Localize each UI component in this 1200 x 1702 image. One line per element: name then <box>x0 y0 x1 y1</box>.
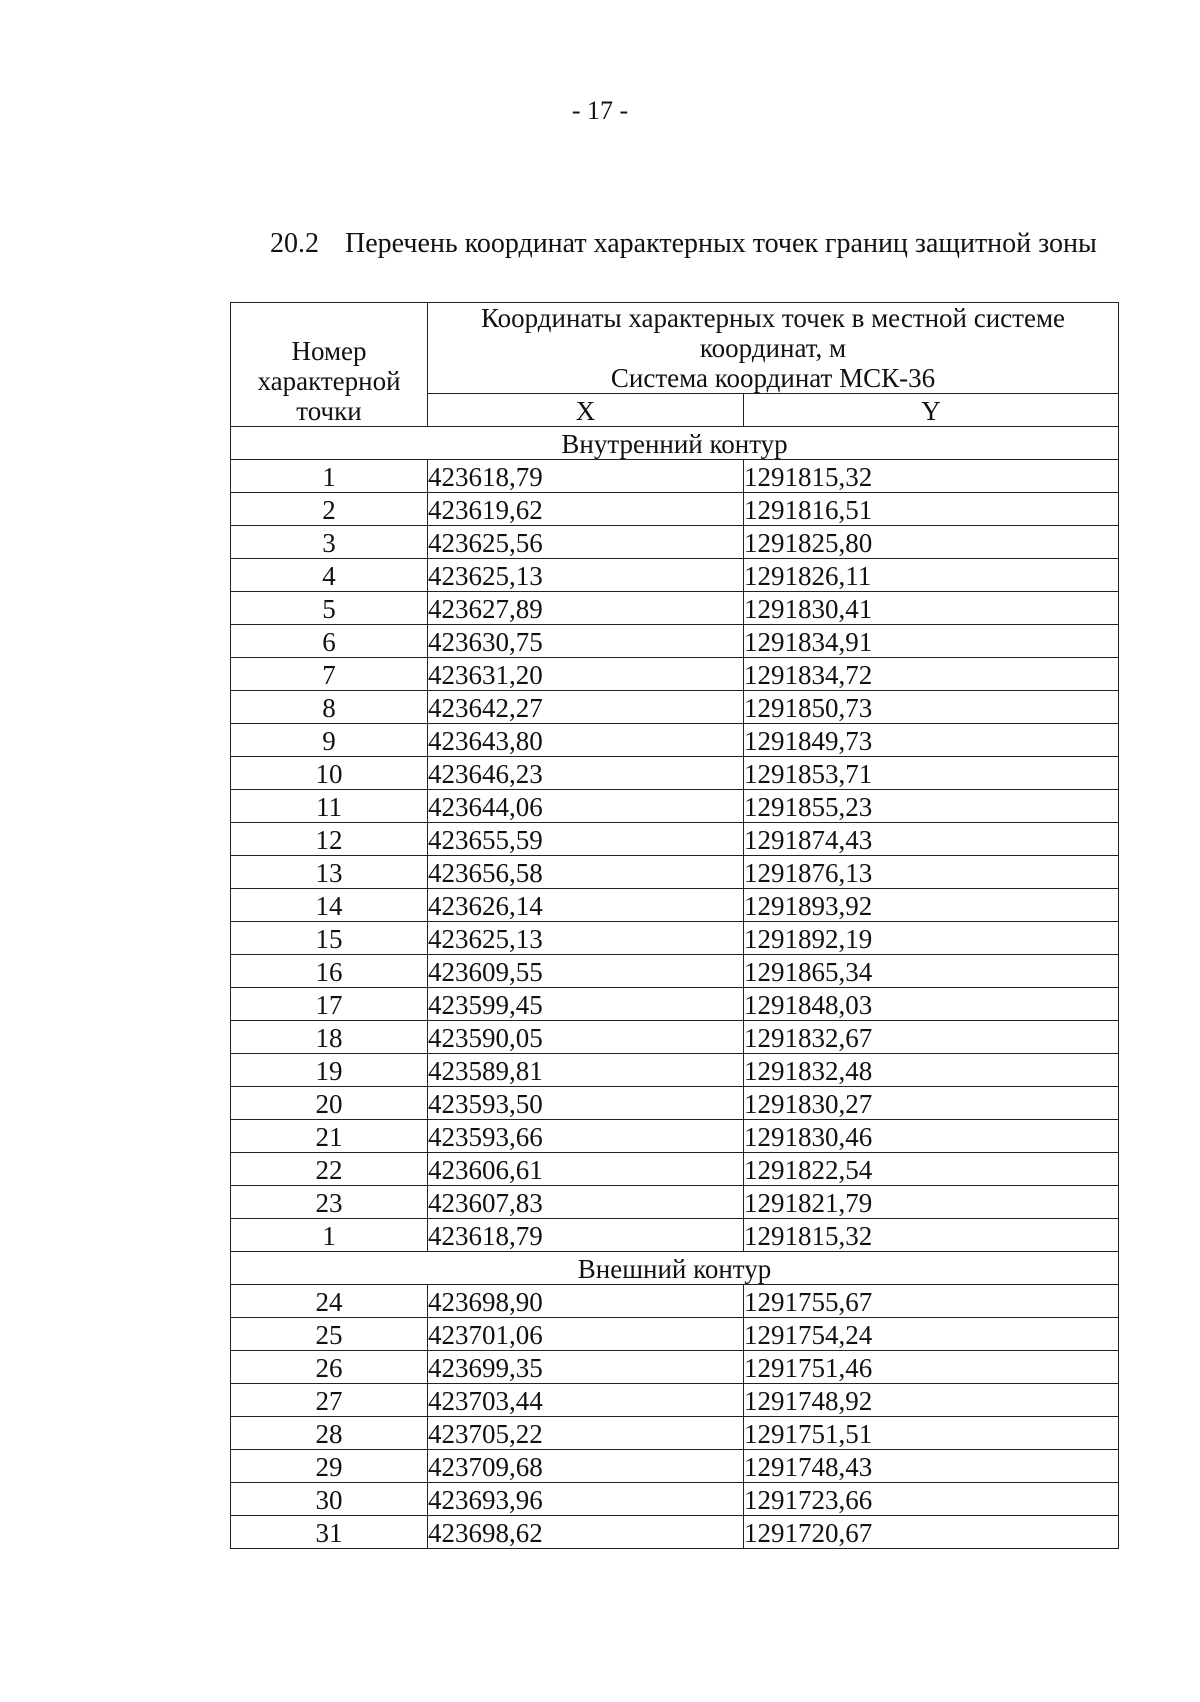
table-row <box>231 955 1119 988</box>
point-number-cell: 11 <box>231 790 428 823</box>
table-row <box>231 856 1119 889</box>
y-coordinate-cell: 1291720,67 <box>744 1516 1119 1549</box>
y-coordinate-cell: 1291748,92 <box>744 1384 1119 1417</box>
point-number-cell: 1 <box>231 1219 428 1252</box>
point-number-cell: 16 <box>231 955 428 988</box>
table-row <box>231 658 1119 691</box>
section-title-text: Перечень координат характерных точек границ защитной зоны <box>345 228 1097 259</box>
y-coordinate-cell: 1291893,92 <box>744 889 1119 922</box>
point-number-cell: 15 <box>231 922 428 955</box>
x-coordinate-cell: 423699,35 <box>428 1351 744 1384</box>
y-coordinate-cell: 1291815,32 <box>744 1219 1119 1252</box>
point-number-cell: 18 <box>231 1021 428 1054</box>
table-row <box>231 559 1119 592</box>
x-coordinate-cell: 423655,59 <box>428 823 744 856</box>
point-number-cell: 3 <box>231 526 428 559</box>
table-row <box>231 1318 1119 1351</box>
point-number-cell: 20 <box>231 1087 428 1120</box>
table-row <box>231 1120 1119 1153</box>
y-coordinate-cell: 1291751,51 <box>744 1417 1119 1450</box>
coordinates-table <box>230 302 1119 1549</box>
table-row <box>231 526 1119 559</box>
x-coordinate-cell: 423630,75 <box>428 625 744 658</box>
x-coordinate-cell: 423606,61 <box>428 1153 744 1186</box>
table-row <box>231 1516 1119 1549</box>
y-coordinate-cell: 1291865,34 <box>744 955 1119 988</box>
y-coordinate-cell: 1291830,46 <box>744 1120 1119 1153</box>
table-row <box>231 1054 1119 1087</box>
section-title <box>270 228 1097 260</box>
x-coordinate-cell: 423642,27 <box>428 691 744 724</box>
y-coordinate-cell: 1291834,72 <box>744 658 1119 691</box>
table-row <box>231 1417 1119 1450</box>
y-coordinate-cell: 1291850,73 <box>744 691 1119 724</box>
coordinates-header-line2: координат, м <box>699 333 847 363</box>
y-coordinate-cell: 1291825,80 <box>744 526 1119 559</box>
y-coordinate-cell: 1291832,67 <box>744 1021 1119 1054</box>
table-row <box>231 790 1119 823</box>
point-number-cell: 12 <box>231 823 428 856</box>
point-number-cell: 19 <box>231 1054 428 1087</box>
outer-contour-row <box>231 1252 1119 1285</box>
point-number-cell: 8 <box>231 691 428 724</box>
table-row <box>231 691 1119 724</box>
x-coordinate-cell: 423656,58 <box>428 856 744 889</box>
point-number-cell: 24 <box>231 1285 428 1318</box>
x-coordinate-cell: 423709,68 <box>428 1450 744 1483</box>
x-coordinate-cell: 423644,06 <box>428 790 744 823</box>
x-coordinate-cell: 423693,96 <box>428 1483 744 1516</box>
table-row <box>231 1219 1119 1252</box>
y-coordinate-cell: 1291853,71 <box>744 757 1119 790</box>
y-coordinate-cell: 1291874,43 <box>744 823 1119 856</box>
x-coordinate-cell: 423705,22 <box>428 1417 744 1450</box>
table-row <box>231 1384 1119 1417</box>
point-number-cell: 6 <box>231 625 428 658</box>
x-axis-header: X <box>428 394 744 427</box>
point-number-cell: 17 <box>231 988 428 1021</box>
y-axis-header: Y <box>744 394 1119 427</box>
x-coordinate-cell: 423627,89 <box>428 592 744 625</box>
page-number: - 17 - <box>571 96 629 125</box>
table-row <box>231 823 1119 856</box>
y-coordinate-cell: 1291832,48 <box>744 1054 1119 1087</box>
x-coordinate-cell: 423625,13 <box>428 559 744 592</box>
x-coordinate-cell: 423590,05 <box>428 1021 744 1054</box>
inner-contour-label: Внутренний контур <box>231 427 1119 460</box>
x-coordinate-cell: 423701,06 <box>428 1318 744 1351</box>
y-coordinate-cell: 1291755,67 <box>744 1285 1119 1318</box>
y-coordinate-cell: 1291826,11 <box>744 559 1119 592</box>
point-number-header <box>231 303 428 427</box>
point-number-cell: 10 <box>231 757 428 790</box>
point-number-cell: 29 <box>231 1450 428 1483</box>
table-row <box>231 757 1119 790</box>
table-row <box>231 1483 1119 1516</box>
y-coordinate-cell: 1291748,43 <box>744 1450 1119 1483</box>
table-row <box>231 625 1119 658</box>
outer-contour-label: Внешний контур <box>231 1252 1119 1285</box>
point-number-cell: 28 <box>231 1417 428 1450</box>
y-coordinate-cell: 1291855,23 <box>744 790 1119 823</box>
point-number-cell: 22 <box>231 1153 428 1186</box>
x-coordinate-cell: 423609,55 <box>428 955 744 988</box>
table-header-row <box>231 303 1119 394</box>
y-coordinate-cell: 1291751,46 <box>744 1351 1119 1384</box>
x-coordinate-cell: 423618,79 <box>428 1219 744 1252</box>
x-coordinate-cell: 423619,62 <box>428 493 744 526</box>
y-coordinate-cell: 1291821,79 <box>744 1186 1119 1219</box>
table-row <box>231 1450 1119 1483</box>
point-number-cell: 5 <box>231 592 428 625</box>
table-row <box>231 1021 1119 1054</box>
table-row <box>231 922 1119 955</box>
y-coordinate-cell: 1291848,03 <box>744 988 1119 1021</box>
y-coordinate-cell: 1291830,41 <box>744 592 1119 625</box>
y-coordinate-cell: 1291816,51 <box>744 493 1119 526</box>
x-coordinate-cell: 423643,80 <box>428 724 744 757</box>
y-coordinate-cell: 1291723,66 <box>744 1483 1119 1516</box>
point-number-cell: 2 <box>231 493 428 526</box>
point-number-header-line2: характерной <box>257 366 401 396</box>
coordinates-header-line1: Координаты характерных точек в местной системе <box>480 303 1066 333</box>
y-coordinate-cell: 1291834,91 <box>744 625 1119 658</box>
table-row <box>231 460 1119 493</box>
point-number-cell: 30 <box>231 1483 428 1516</box>
table-row <box>231 493 1119 526</box>
x-coordinate-cell: 423646,23 <box>428 757 744 790</box>
table-row <box>231 1087 1119 1120</box>
point-number-cell: 13 <box>231 856 428 889</box>
x-coordinate-cell: 423607,83 <box>428 1186 744 1219</box>
x-coordinate-cell: 423698,62 <box>428 1516 744 1549</box>
y-coordinate-cell: 1291822,54 <box>744 1153 1119 1186</box>
x-coordinate-cell: 423625,13 <box>428 922 744 955</box>
y-coordinate-cell: 1291876,13 <box>744 856 1119 889</box>
point-number-cell: 23 <box>231 1186 428 1219</box>
y-coordinate-cell: 1291892,19 <box>744 922 1119 955</box>
coordinates-header-line3: Система координат МСК-36 <box>610 363 936 393</box>
point-number-cell: 1 <box>231 460 428 493</box>
point-number-cell: 25 <box>231 1318 428 1351</box>
table-row <box>231 1186 1119 1219</box>
x-coordinate-cell: 423703,44 <box>428 1384 744 1417</box>
y-coordinate-cell: 1291849,73 <box>744 724 1119 757</box>
point-number-cell: 31 <box>231 1516 428 1549</box>
x-coordinate-cell: 423599,45 <box>428 988 744 1021</box>
point-number-cell: 4 <box>231 559 428 592</box>
table-row <box>231 1351 1119 1384</box>
table-body <box>231 427 1119 1549</box>
table-row <box>231 1285 1119 1318</box>
point-number-header-line3: точки <box>296 396 362 426</box>
table-row <box>231 1153 1119 1186</box>
x-coordinate-cell: 423593,66 <box>428 1120 744 1153</box>
point-number-cell: 27 <box>231 1384 428 1417</box>
inner-contour-row <box>231 427 1119 460</box>
x-coordinate-cell: 423618,79 <box>428 460 744 493</box>
point-number-cell: 9 <box>231 724 428 757</box>
y-coordinate-cell: 1291815,32 <box>744 460 1119 493</box>
x-coordinate-cell: 423593,50 <box>428 1087 744 1120</box>
table-row <box>231 988 1119 1021</box>
point-number-cell: 21 <box>231 1120 428 1153</box>
point-number-cell: 14 <box>231 889 428 922</box>
x-coordinate-cell: 423626,14 <box>428 889 744 922</box>
table-row <box>231 724 1119 757</box>
section-number: 20.2 <box>270 228 319 259</box>
y-coordinate-cell: 1291830,27 <box>744 1087 1119 1120</box>
point-number-cell: 7 <box>231 658 428 691</box>
x-coordinate-cell: 423625,56 <box>428 526 744 559</box>
y-coordinate-cell: 1291754,24 <box>744 1318 1119 1351</box>
x-coordinate-cell: 423698,90 <box>428 1285 744 1318</box>
coordinates-header <box>428 303 1119 394</box>
table-row <box>231 889 1119 922</box>
x-coordinate-cell: 423589,81 <box>428 1054 744 1087</box>
x-coordinate-cell: 423631,20 <box>428 658 744 691</box>
table-row <box>231 592 1119 625</box>
point-number-header-line1: Номер <box>291 336 367 366</box>
point-number-cell: 26 <box>231 1351 428 1384</box>
